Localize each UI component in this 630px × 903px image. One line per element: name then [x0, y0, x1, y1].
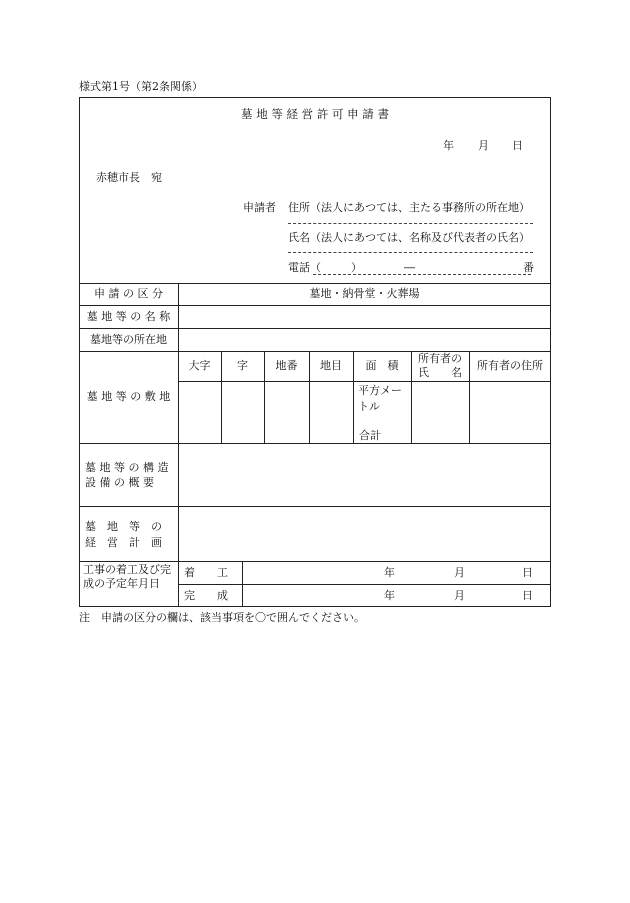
- site-cell-aza[interactable]: [221, 381, 264, 443]
- row-line-schedule-top: [79, 561, 551, 562]
- col-line-schedule: [242, 561, 243, 607]
- schedule-end-month[interactable]: 月: [454, 589, 465, 602]
- schedule-end-label: 完 成: [184, 589, 228, 602]
- document-title: 墓 地 等 経 営 許 可 申 請 書: [241, 107, 389, 121]
- schedule-end-day[interactable]: 日: [522, 589, 533, 602]
- addressee: 赤穂市長 宛: [96, 171, 162, 184]
- phone-dashed-line: [313, 274, 531, 275]
- site-col-oaza: 大字: [188, 359, 211, 373]
- applicant-address-label[interactable]: 住所（法人にあつては、主たる事務所の所在地）: [288, 201, 530, 214]
- phone-suffix: 番: [523, 261, 534, 274]
- phone-close-paren: ）: [351, 261, 362, 274]
- applicant-label: 申請者: [243, 201, 276, 214]
- schedule-end-year[interactable]: 年: [384, 589, 395, 602]
- schedule-start-year[interactable]: 年: [384, 566, 395, 579]
- cemetery-location-field[interactable]: [178, 328, 551, 351]
- site-col-owner-address: 所有者の住所: [477, 359, 543, 373]
- cemetery-site-label: 墓 地 等 の 敷 地: [86, 390, 171, 404]
- row-line-schedule-mid: [178, 584, 551, 585]
- site-cell-total: 合計: [359, 429, 381, 442]
- date-day-label: 日: [512, 139, 523, 152]
- date-year-label: 年: [443, 139, 454, 152]
- name-dashed-line: [288, 252, 533, 253]
- form-number: 様式第1号（第2条関係）: [79, 80, 203, 93]
- category-value[interactable]: 墓地・納骨堂・火葬場: [309, 287, 420, 301]
- schedule-label: 工事の着工及び完成の予定年月日: [83, 563, 171, 591]
- site-col-owner-name: 所有者の氏 名: [418, 352, 462, 379]
- site-cell-area-unit[interactable]: 平方メートル: [358, 384, 402, 413]
- site-cell-oaza[interactable]: [178, 381, 221, 443]
- schedule-start-month[interactable]: 月: [454, 566, 465, 579]
- cemetery-location-label: 墓地等の所在地: [90, 332, 167, 346]
- address-dashed-line: [288, 223, 533, 224]
- site-cell-owner-address[interactable]: [469, 381, 551, 443]
- schedule-start-day[interactable]: 日: [522, 566, 533, 579]
- site-cell-owner-name[interactable]: [411, 381, 469, 443]
- phone-dash: ―: [404, 261, 415, 274]
- phone-label: 電話: [288, 261, 310, 274]
- cemetery-name-field[interactable]: [178, 305, 551, 328]
- applicant-name-label[interactable]: 氏名（法人にあつては、名称及び代表者の氏名）: [288, 231, 530, 244]
- plan-field[interactable]: [178, 506, 551, 561]
- footnote: 注 申請の区分の欄は、該当事項を〇で囲んでください。: [79, 611, 365, 624]
- structure-field[interactable]: [178, 443, 551, 506]
- structure-label: 墓 地 等 の 構 造 設 備 の 概 要: [85, 461, 169, 490]
- site-col-chimoku: 地目: [320, 359, 342, 373]
- plan-label: 墓 地 等 の 経 営 計 画: [85, 520, 162, 549]
- date-month-label: 月: [478, 139, 489, 152]
- cemetery-name-label: 墓 地 等 の 名 称: [86, 309, 171, 323]
- site-col-chiban: 地番: [275, 359, 298, 373]
- site-cell-chimoku[interactable]: [309, 381, 353, 443]
- site-col-area: 面 積: [365, 359, 399, 373]
- phone-open-paren: （: [310, 261, 321, 274]
- site-col-aza: 字: [237, 359, 248, 373]
- site-cell-chiban[interactable]: [264, 381, 309, 443]
- schedule-start-label: 着 工: [184, 566, 228, 579]
- category-label: 申 請 の 区 分: [94, 287, 163, 301]
